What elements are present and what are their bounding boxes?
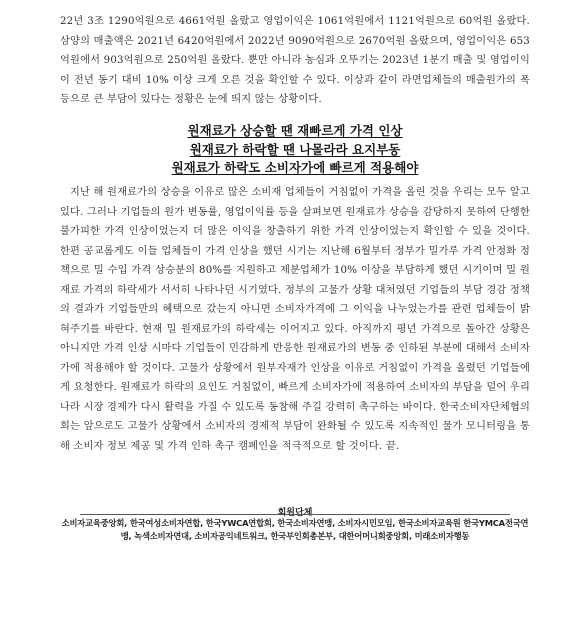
headline-1: 원재료가 상승할 땐 재빠르게 가격 인상	[187, 123, 403, 138]
headline-block	[60, 122, 530, 178]
headline-2: 원재료가 하락할 땐 나몰라라 요지부동	[189, 141, 401, 157]
paragraph-top: 22년 3조 1290억원으로 4661억원 올랐고 영업이익은 1061억원에서 1121억원으로 60억원 올랐다. 삼양의 매출액은 2021년 6420억원에서 2022년 9090억원으로 2670억원 올랐으며, 영업이익은 653억원에서 903억원으로 250억원 올랐다. 뿐만 아니라 농심과 오뚜기는 2023년 1분기 매출 및 영업이익이 전년 동기 대비 10% 이상 크게 오른 것을 확인할 수 있다. 이상과 같이 라면업체들의 매출원가의 폭등으로 큰 부담이 있다는 정황은 눈에 띄지 않는 상황이다.	[60, 16, 530, 105]
footer-organizations: 소비자교육중앙회, 한국여성소비자연합, 한국YWCA연합회, 한국소비자연맹, 소비자시민모임, 한국소비자교육원 한국YMCA전국연맹, 녹색소비자연대, 소비자공익네트워크, 한국부인회총본부, 대한어머니회중앙회, 미래소비자행동	[61, 518, 529, 541]
footer-title: 회원단체	[277, 508, 313, 518]
paragraph-main: 지난 해 원재료가의 상승을 이유로 많은 소비재 업체들이 거침없이 가격을 올린 것을 우리는 모두 알고 있다. 그러나 기업들의 원가 변동률, 영업이익률 등을 살펴보면 원재료가 상승을 감당하지 못하여 단행한 불가피한 가격 인상이었는지 더 많은 이익을 창출하기 위한 가격 인상이었는지 확인할 수 있을 것이다. 한편 공교롭게도 이들 업체들이 가격 인상을 했던 시기는 지난해 6월부터 정부가 밀가루 가격 안정화 정책으로 밀 수입 가격 상승분의 80%를 지원하고 제분업체가 10% 이상을 부담하게 했던 시기이며 밀 원재료 가격의 하락세가 서서히 나타나던 시기였다. 정부의 고물가 상황 대처였던 기업들의 부담 경감 정책의 결과가 기업들만의 혜택으로 갔는지 아니면 소비자가격에 그 이익을 나누었는가를 관련 업체들이 밝혀주기를 바란다. 현재 밀 원재료가의 하락세는 이어지고 있다. 아직까지 평년 가격으로 돌아간 상황은 아니지만 가격 인상 시마다 기업들이 민감하게 반응한 원재료가의 변동 중 인하된 부분에 대해서 소비자가에 적용해야 할 것이다. 고물가 상황에서 원부자재가 인상을 이유로 거침없이 가격을 올렸던 기업들에게 요청한다. 원재료가 하락의 요인도 거침없이, 빠르게 소비자가에 적용하여 소비자의 부담을 덜어 우리나라 시장 경제가 다시 활력을 가질 수 있도록 동참해 주길 강력히 촉구하는 바이다. 한국소비자단체협의회는 앞으로도 고물가 상황에서 소비자의 경제적 부담이 완화될 수 있도록 지속적인 물가 모니터링을 통해 소비자 정보 제공 및 가격 인하 촉구 캠페인을 적극적으로 할 것이다. 끝.	[60, 187, 530, 452]
footer-divider	[80, 514, 510, 515]
headline-3: 원재료가 하락도 소비자가에 빠르게 적용해야	[171, 160, 419, 175]
